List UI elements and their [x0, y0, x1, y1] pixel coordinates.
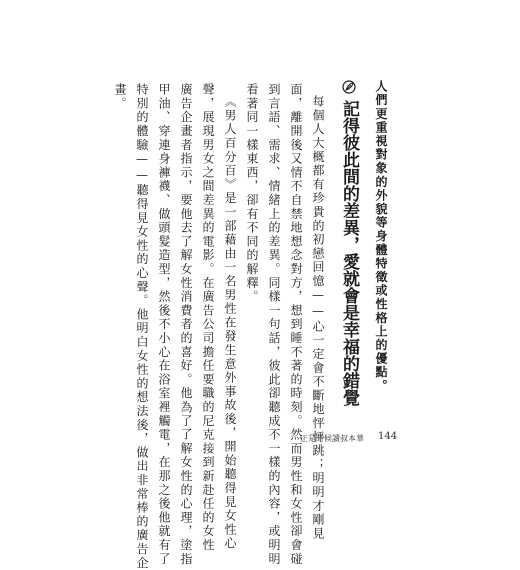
- leaf-icon: [342, 80, 356, 94]
- body-line-3: 到言語、需求、情緒上的差異。同樣一句話，彼此卻聽成不一樣的內容，或明明: [267, 83, 281, 566]
- body-line-6: 聲，展現男女之間差異的電影。在廣告公司擔任要職的尼克接到新赴任的女性: [201, 83, 215, 553]
- body-line-7: 廣告企畫者指示，要他去了解女性消費者的喜好。他為了了解女性的心理，塗指: [179, 83, 193, 566]
- body-line-5: 《男人百分百》是一部藉由一名男性在發生意外事故後，開始聽得見女性心: [223, 95, 237, 551]
- body-line-1: 每個人大概都有珍貴的初戀回憶——心一定會不斷地怦怦跳；明明才剛見: [311, 95, 325, 541]
- body-line-4: 看著同一樣東西，卻有不同的解釋。: [245, 83, 259, 304]
- section-heading: [340, 80, 357, 406]
- body-line-9: 特別的體驗——聽得見女性的心聲。他明白女性的想法後，做出非常棒的廣告企: [135, 83, 149, 570]
- running-title: 正是時候讀叔本華: [300, 434, 364, 443]
- body-line-2: 面，離開後又情不自禁地想念對方，想到睡不著的時刻。然而男性和女性卻會碰: [289, 83, 303, 566]
- body-line-8: 甲油、穿連身褲襪、做頭髮造型，然後不小心在浴室裡觸電，在那之後他就有了: [157, 83, 171, 566]
- section-heading-text: 記得彼此間的差異，愛就會是幸福的錯覺: [339, 100, 359, 406]
- body-line-10: 畫。: [113, 83, 127, 111]
- page-number: 144: [378, 431, 398, 442]
- lead-line-1: 人們更重視對象的外貌等身體特徵或性格上的優點。: [374, 80, 388, 393]
